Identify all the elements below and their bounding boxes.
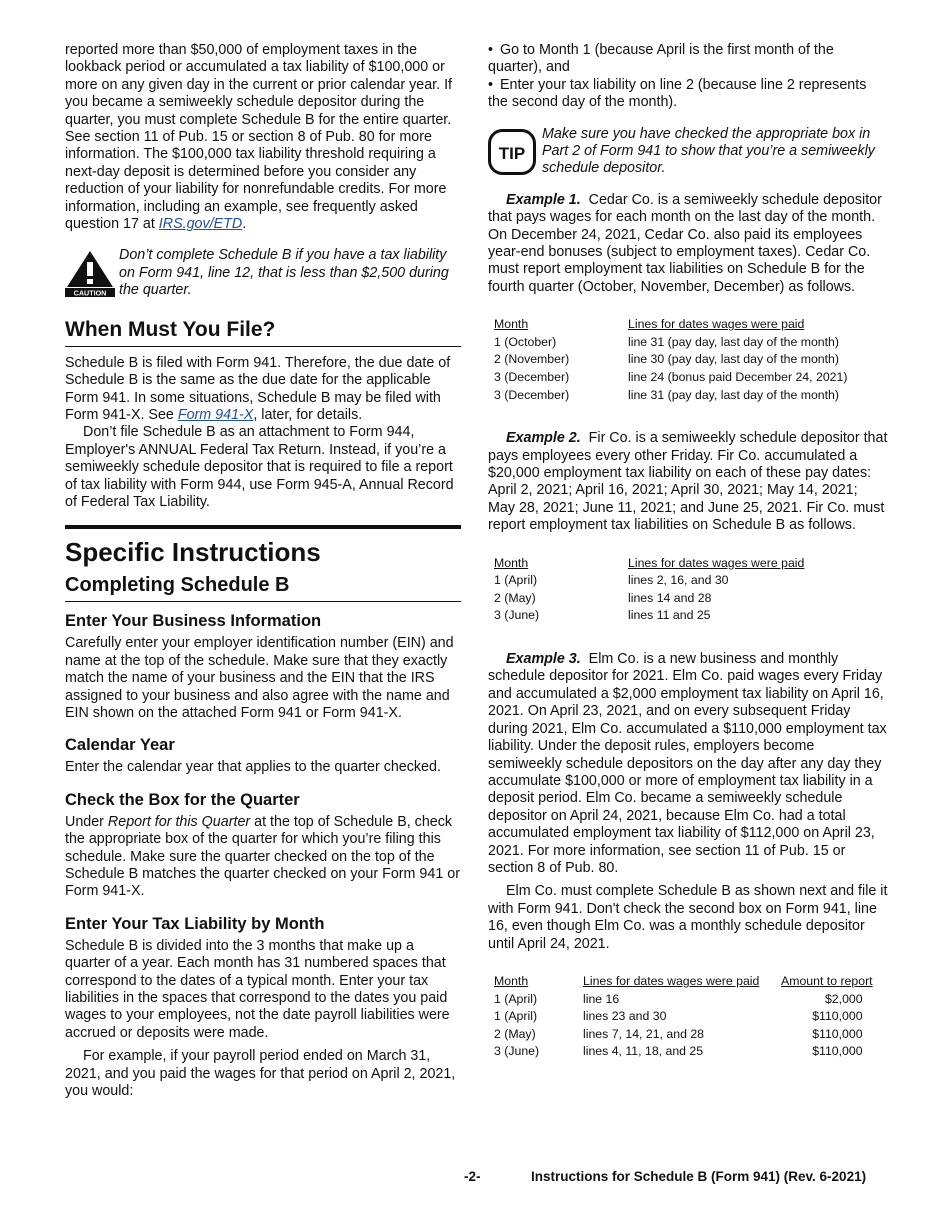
when-must-you-file-heading: When Must You File? <box>65 318 461 347</box>
table-row: 3 (June) lines 11 and 25 <box>494 608 711 623</box>
page-number: -2- <box>464 1169 481 1184</box>
intro-paragraph: reported more than $50,000 of employment taxes in the lookback period or accumulated a tax liability of $100,000 or more on any given day in the current or prior calendar year. If you became a semiweekly schedule depositor during the quarter, you must complete Schedule B for the entire quarter. See section 11 of Pub. 15 or section 8 of Pub. 80 for more information. The $100,000 tax liability threshold requiring a next-day deposit is determined before you consider any reduction of your liability for nonrefundable credits. For more information, including an example, see frequently asked question 17 at IRS.gov/ETD. <box>65 42 453 233</box>
business-info-paragraph: Carefully enter your employer identification number (EIN) and name at the top of the schedule. Make sure that they exactly match the name of your business and the EIN that the IRS assigned to your business and also agree with the name and EIN shown on the attached Form 941 or Form 941-X. <box>65 635 454 721</box>
table-row: 2 (May) lines 7, 14, 21, and 28 $110,000 <box>494 1026 863 1041</box>
caution-icon <box>65 249 115 297</box>
liability-heading: Enter Your Tax Liability by Month <box>65 914 325 933</box>
tip-label: TIP <box>498 143 526 163</box>
irs-etd-link[interactable]: IRS.gov/ETD <box>158 216 243 233</box>
table-row: 2 (November) line 30 (pay day, last day of the month) <box>494 352 839 367</box>
right-column <box>488 42 888 1083</box>
footer-title: Instructions for Schedule B (Form 941) (Rev. 6-2021) <box>531 1169 867 1184</box>
table-row: 3 (December) line 31 (pay day, last day of the month) <box>494 387 839 402</box>
caution-text: Don’t complete Schedule B if you have a tax liability on Form 941, line 12, that is less than $2,500 during the quarter. <box>119 247 449 299</box>
example-1-table <box>494 316 847 404</box>
example-3-paragraph: Example 3. Elm Co. is a new business and monthly schedule depositor for 2021. Elm Co. paid wages every Friday and accumulated a $2,000 employment tax liability on April 16, 2021. On April 23, 2021, and on every subsequent Friday during 2021, Elm Co. accumulated a $110,000 employment tax liability. Under the deposit rules, employers become semiweekly schedule depositors on the day after any day they accumulate $100,000 or more of employment tax liability in a deposit period. Elm Co. became a semiweekly schedule depositor on April 24, 2021, because Elm Co. had a total accumulated employment tax liability of $112,000 on April 23, 2021. For more information, see section 11 of Pub. 15 or section 8 of Pub. 80. <box>488 651 887 876</box>
table-row: 1 (October) line 31 (pay day, last day of the month) <box>494 334 839 349</box>
tip-text: Make sure you have checked the appropriate box in Part 2 of Form 941 to show that you’re a semiweekly schedule depositor. <box>542 125 875 177</box>
bullet-line-2: • Enter your tax liability on line 2 (because line 2 represents the second day of the month). <box>488 76 867 111</box>
left-column <box>65 42 461 1100</box>
table-row: 1 (April) lines 23 and 30 $110,000 <box>494 1009 863 1024</box>
table-row: 1 (April) line 16 $2,000 <box>494 991 863 1006</box>
quarter-heading: Check the Box for the Quarter <box>65 790 300 809</box>
table-row: 1 (April) lines 2, 16, and 30 <box>494 573 729 588</box>
tip-icon <box>488 129 536 175</box>
form-941x-link[interactable]: Form 941-X <box>177 406 254 423</box>
business-info-heading: Enter Your Business Information <box>65 612 322 631</box>
calendar-year-paragraph: Enter the calendar year that applies to the quarter checked. <box>65 759 441 776</box>
table-row: 3 (December) line 24 (bonus paid December 24, 2021) <box>494 370 848 385</box>
table-header: Lines for dates wages were paid <box>628 555 805 570</box>
table-header: Lines for dates wages were paid <box>628 317 805 332</box>
table-row: 2 (May) lines 14 and 28 <box>494 590 712 605</box>
table-header: Lines for dates wages were paid <box>583 973 760 988</box>
table-row: 3 (June) lines 4, 11, 18, and 25 $110,000 <box>494 1044 863 1059</box>
table-header: Month <box>494 555 529 570</box>
liability-paragraph-2: For example, if your payroll period ended on March 31, 2021, and you paid the wages for that period on April 2, 2021, you would: <box>65 1048 456 1100</box>
example-2-paragraph: Example 2. Fir Co. is a semiweekly schedule depositor that pays employees every other Friday. Fir Co. accumulated a $20,000 employment tax liability on each of these pay dates: April 2, 2021; April 16, 2021; April 30, 2021; May 14, 2021; May 28, 2021; June 11, 2021; and June 25, 2021. Fir Co. must report employment tax liabilities on Schedule B as follows. <box>488 430 888 534</box>
quarter-paragraph: Under Report for this Quarter at the top of Schedule B, check the appropriate box of the quarter for which you’re filing this schedule. Make sure the quarter checked on the top of the Schedule B matches the quarter checked on your Form 941 or Form 941-X. <box>65 813 460 900</box>
tip-note <box>488 126 888 178</box>
when-paragraph-1: Schedule B is filed with Form 941. Therefore, the due date of Schedule B is the same as the due date for the applicable Form 941. In some situations, Schedule B may be filed with Form 941-X. See Form 941-X, later, for details. <box>65 354 451 423</box>
table-header: Amount to report <box>781 973 873 988</box>
example-3-table <box>494 973 873 1061</box>
calendar-year-heading: Calendar Year <box>65 736 175 755</box>
caution-label: CAUTION <box>73 288 107 298</box>
completing-schedule-b-heading: Completing Schedule B <box>65 574 461 602</box>
bullet-month-1: • Go to Month 1 (because April is the first month of the quarter), and <box>488 42 834 76</box>
liability-paragraph-1: Schedule B is divided into the 3 months that make up a quarter of a year. Each month has 31 numbered spaces that correspond to the dates of a typical month. Enter your tax liabilities in the spaces that correspond to the dates you paid wages to your employees, not the date payroll liabilities were accrued or deposits were made. <box>65 937 450 1041</box>
table-header: Month <box>494 317 529 332</box>
when-paragraph-2: Don’t file Schedule B as an attachment to Form 944, Employer's ANNUAL Federal Tax Return. Instead, if you’re a semiweekly schedule depositor that is required to file a report of tax liability with Form 944, use Form 945-A, Annual Record of Federal Tax Liability. <box>65 424 454 510</box>
example-3-paragraph-2: Elm Co. must complete Schedule B as shown next and file it with Form 941. Don't check the second box on Form 941, line 16, even though Elm Co. was a monthly schedule depositor until April 24, 2021. <box>488 883 888 952</box>
table-header: Month <box>494 973 529 988</box>
specific-instructions-heading: Specific Instructions <box>65 525 461 568</box>
example-1-paragraph: Example 1. Cedar Co. is a semiweekly schedule depositor that pays wages for each month on the last day of the month. On December 24, 2021, Cedar Co. also paid its employees year-end bonuses (subject to employment taxes). Cedar Co. must report employment tax liabilities on Schedule B for the fourth quarter (October, November, December) as follows. <box>488 191 882 295</box>
caution-note <box>65 247 461 299</box>
example-2-table <box>494 555 804 625</box>
